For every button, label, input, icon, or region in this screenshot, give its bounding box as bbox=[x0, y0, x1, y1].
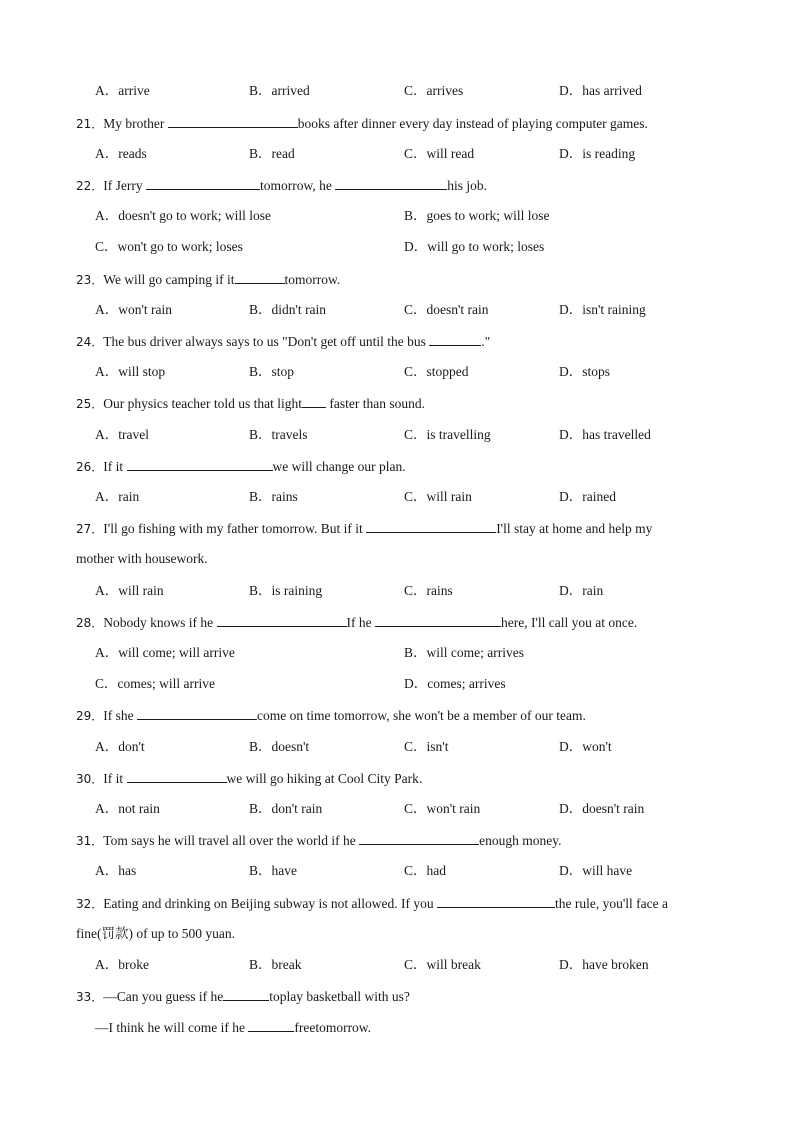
answer-blank[interactable] bbox=[127, 456, 273, 471]
question-number: 27． bbox=[76, 522, 104, 536]
question-text: we will change our plan. bbox=[272, 459, 406, 474]
option-d: D．isn't raining bbox=[559, 302, 646, 317]
option-b: B．arrived bbox=[249, 83, 310, 98]
option-a: A．not rain bbox=[95, 801, 160, 816]
question-33-line-2 bbox=[0, 1017, 794, 1037]
answer-blank[interactable] bbox=[168, 113, 298, 128]
question-30-options bbox=[0, 799, 794, 819]
answer-blank-2[interactable] bbox=[375, 612, 501, 627]
answer-blank[interactable] bbox=[359, 830, 479, 845]
option-a: A．will rain bbox=[95, 583, 164, 598]
option-b: B．travels bbox=[249, 427, 308, 442]
question-number: 30． bbox=[76, 772, 104, 786]
question-number: 25． bbox=[76, 397, 104, 411]
question-20-options bbox=[0, 81, 794, 101]
question-number: 28． bbox=[76, 616, 104, 630]
option-d: D．stops bbox=[559, 364, 611, 379]
question-text: toplay basketball with us? bbox=[269, 989, 410, 1004]
question-text: If Jerry bbox=[103, 178, 147, 193]
question-text: —I think he will come if he bbox=[95, 1020, 249, 1035]
option-c: C．had bbox=[404, 863, 446, 878]
option-c: C．arrives bbox=[404, 83, 464, 98]
option-c: C．rains bbox=[404, 583, 453, 598]
answer-blank-2[interactable] bbox=[248, 1017, 294, 1032]
option-a: A．travel bbox=[95, 427, 149, 442]
question-number: 29． bbox=[76, 709, 104, 723]
option-a: A．will come; will arrive bbox=[95, 645, 235, 660]
question-33 bbox=[0, 986, 794, 1006]
option-b: B．break bbox=[249, 957, 302, 972]
answer-blank[interactable] bbox=[235, 269, 285, 284]
question-31-options bbox=[0, 861, 794, 881]
question-27 bbox=[0, 518, 794, 538]
question-32 bbox=[0, 893, 794, 913]
question-text: If she bbox=[103, 708, 138, 723]
question-29 bbox=[0, 705, 794, 725]
question-text: tomorrow. bbox=[284, 272, 341, 287]
option-d: D．rain bbox=[559, 583, 604, 598]
option-c: C．doesn't rain bbox=[404, 302, 489, 317]
question-text: books after dinner every day instead of playing computer games. bbox=[297, 116, 648, 131]
question-number: 33． bbox=[76, 990, 104, 1004]
question-22-options-row-1 bbox=[0, 206, 794, 226]
question-number: 21． bbox=[76, 117, 104, 131]
question-text: the rule, you'll face a bbox=[554, 896, 668, 911]
option-a: A．doesn't go to work; will lose bbox=[95, 208, 272, 223]
option-c: C．is travelling bbox=[404, 427, 491, 442]
question-22 bbox=[0, 175, 794, 195]
answer-blank[interactable] bbox=[366, 518, 496, 533]
question-number: 31． bbox=[76, 834, 104, 848]
option-a: A．reads bbox=[95, 146, 147, 161]
question-text: If he bbox=[346, 615, 376, 630]
question-26-options bbox=[0, 487, 794, 507]
question-text: Tom says he will travel all over the world if he bbox=[103, 833, 360, 848]
answer-blank-2[interactable] bbox=[335, 175, 447, 190]
question-24 bbox=[0, 331, 794, 351]
option-c: C．will break bbox=[404, 957, 481, 972]
question-27-continuation bbox=[0, 549, 794, 569]
option-b: B．will come; arrives bbox=[404, 645, 524, 660]
question-text: We will go camping if it bbox=[103, 272, 235, 287]
option-a: A．rain bbox=[95, 489, 140, 504]
question-text: The bus driver always says to us "Don't get off until the bus bbox=[103, 334, 430, 349]
question-22-options-row-2 bbox=[0, 237, 794, 257]
question-24-options bbox=[0, 362, 794, 382]
option-a: A．has bbox=[95, 863, 137, 878]
question-23 bbox=[0, 269, 794, 289]
option-b: B．stop bbox=[249, 364, 295, 379]
question-text: If it bbox=[103, 771, 127, 786]
question-28-options-row-1 bbox=[0, 643, 794, 663]
option-d: D．doesn't rain bbox=[559, 801, 645, 816]
option-d: D．have broken bbox=[559, 957, 649, 972]
option-b: B．have bbox=[249, 863, 297, 878]
option-b: B．is raining bbox=[249, 583, 323, 598]
option-c: C．comes; will arrive bbox=[95, 676, 215, 691]
question-21-options bbox=[0, 144, 794, 164]
question-text: here, I'll call you at once. bbox=[501, 615, 638, 630]
option-d: D．has arrived bbox=[559, 83, 642, 98]
option-a: A．will stop bbox=[95, 364, 166, 379]
question-21 bbox=[0, 113, 794, 133]
option-d: D．rained bbox=[559, 489, 616, 504]
question-text: I'll stay at home and help my bbox=[496, 521, 653, 536]
question-text: faster than sound. bbox=[326, 396, 425, 411]
answer-blank[interactable] bbox=[302, 393, 326, 408]
answer-blank[interactable] bbox=[437, 893, 555, 908]
question-25 bbox=[0, 393, 794, 413]
question-number: 32． bbox=[76, 897, 104, 911]
question-26 bbox=[0, 456, 794, 476]
question-32-options bbox=[0, 955, 794, 975]
question-32-continuation bbox=[0, 924, 794, 944]
question-text: —Can you guess if he bbox=[103, 989, 224, 1004]
option-d: D．won't bbox=[559, 739, 612, 754]
question-text: his job. bbox=[447, 178, 488, 193]
question-number: 23． bbox=[76, 273, 104, 287]
option-a: A．won't rain bbox=[95, 302, 173, 317]
question-text: enough money. bbox=[479, 833, 562, 848]
question-text: If it bbox=[103, 459, 127, 474]
option-c: C．isn't bbox=[404, 739, 449, 754]
question-25-options bbox=[0, 425, 794, 445]
question-number: 26． bbox=[76, 460, 104, 474]
question-text: come on time tomorrow, she won't be a member of our team. bbox=[257, 708, 586, 723]
option-c: C．will read bbox=[404, 146, 475, 161]
option-b: B．read bbox=[249, 146, 295, 161]
answer-blank-1[interactable] bbox=[223, 986, 269, 1001]
answer-blank[interactable] bbox=[429, 331, 481, 346]
question-number: 22． bbox=[76, 179, 104, 193]
question-28 bbox=[0, 612, 794, 632]
question-text: we will go hiking at Cool City Park. bbox=[226, 771, 423, 786]
option-b: B．goes to work; will lose bbox=[404, 208, 550, 223]
question-text: My brother bbox=[103, 116, 168, 131]
question-number: 24． bbox=[76, 335, 104, 349]
option-c: C．stopped bbox=[404, 364, 469, 379]
option-b: B．rains bbox=[249, 489, 298, 504]
option-a: A．broke bbox=[95, 957, 149, 972]
question-text: Our physics teacher told us that light bbox=[103, 396, 302, 411]
option-b: B．don't rain bbox=[249, 801, 323, 816]
question-28-options-row-2 bbox=[0, 674, 794, 694]
question-text: freetomorrow. bbox=[294, 1020, 372, 1035]
option-d: D．is reading bbox=[559, 146, 636, 161]
question-text: ." bbox=[481, 334, 491, 349]
option-a: A．arrive bbox=[95, 83, 150, 98]
option-c: C．won't go to work; loses bbox=[95, 239, 243, 254]
question-text: fine(罚款) of up to 500 yuan. bbox=[76, 926, 235, 941]
option-b: B．doesn't bbox=[249, 739, 310, 754]
option-d: D．has travelled bbox=[559, 427, 651, 442]
question-30 bbox=[0, 768, 794, 788]
question-text: Nobody knows if he bbox=[103, 615, 217, 630]
question-text: I'll go fishing with my father tomorrow. But if it bbox=[103, 521, 367, 536]
option-c: C．will rain bbox=[404, 489, 472, 504]
question-text: Eating and drinking on Beijing subway is not allowed. If you bbox=[103, 896, 437, 911]
answer-blank-1[interactable] bbox=[217, 612, 347, 627]
question-text: tomorrow, he bbox=[260, 178, 336, 193]
question-31 bbox=[0, 830, 794, 850]
question-27-options bbox=[0, 581, 794, 601]
question-29-options bbox=[0, 737, 794, 757]
option-d: D．comes; arrives bbox=[404, 676, 506, 691]
answer-blank[interactable] bbox=[137, 705, 257, 720]
answer-blank-1[interactable] bbox=[146, 175, 260, 190]
option-d: D．will go to work; loses bbox=[404, 239, 545, 254]
answer-blank[interactable] bbox=[127, 768, 227, 783]
option-d: D．will have bbox=[559, 863, 633, 878]
question-text: mother with housework. bbox=[76, 551, 208, 566]
option-b: B．didn't rain bbox=[249, 302, 327, 317]
option-c: C．won't rain bbox=[404, 801, 481, 816]
question-23-options bbox=[0, 300, 794, 320]
option-a: A．don't bbox=[95, 739, 145, 754]
